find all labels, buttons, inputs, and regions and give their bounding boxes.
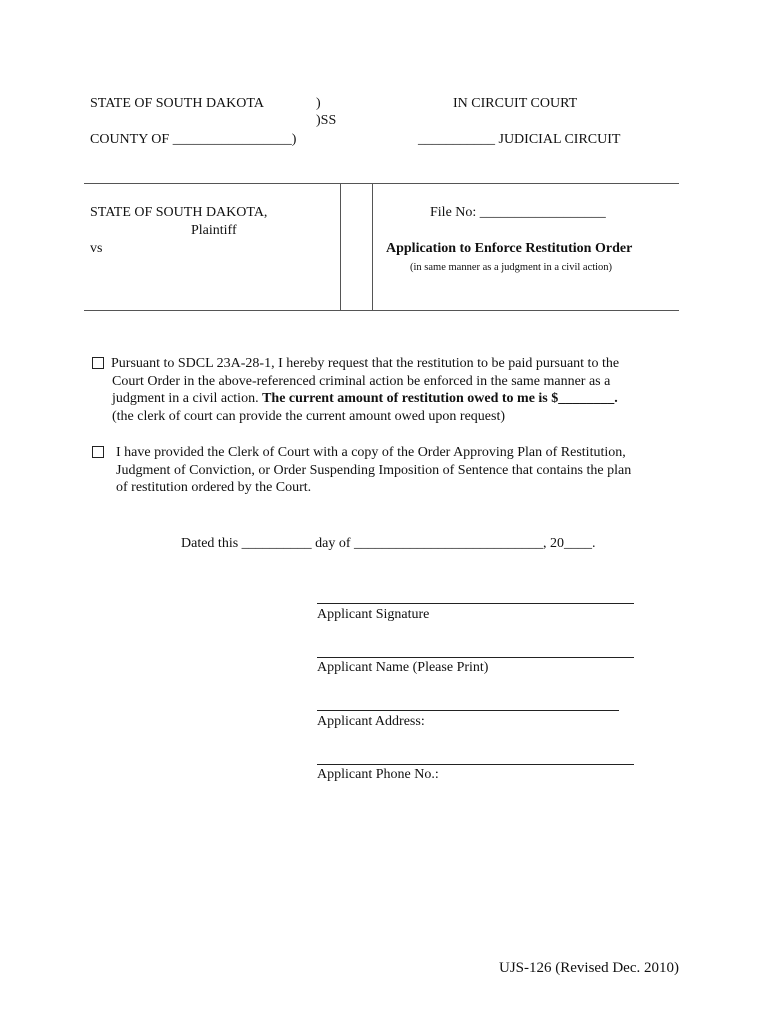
parties-top-rule xyxy=(84,183,679,184)
dated-line[interactable]: Dated this __________ day of ___________________________, 20____. xyxy=(181,536,596,551)
item2-line3: of restitution ordered by the Court. xyxy=(116,480,312,495)
parties-bottom-rule xyxy=(84,310,679,311)
phone-line[interactable] xyxy=(317,764,634,765)
plaintiff-name: STATE OF SOUTH DAKOTA, xyxy=(90,205,268,220)
item1-line2: Court Order in the above-referenced criminal action be enforced in the same manner as a xyxy=(112,373,611,389)
parties-divider-left xyxy=(340,184,341,310)
item1-line1: Pursuant to SDCL 23A-28-1, I hereby request that the restitution to be paid pursuant to the xyxy=(111,356,620,371)
parties-divider-right xyxy=(372,184,373,310)
phone-label: Applicant Phone No.: xyxy=(317,767,439,782)
restitution-request-checkbox[interactable] xyxy=(92,357,104,369)
address-label: Applicant Address: xyxy=(317,714,425,729)
item1-line4: (the clerk of court can provide the current amount owed upon request) xyxy=(112,408,506,424)
caption-court: IN CIRCUIT COURT xyxy=(453,96,578,111)
file-number: File No: __________________ xyxy=(430,205,606,220)
caption-county: COUNTY OF _________________) xyxy=(90,132,297,147)
restitution-amount-owed: The current amount of restitution owed to me is $________. xyxy=(262,391,618,406)
item2-line1: I have provided the Clerk of Court with a copy of the Order Approving Plan of Restitution, xyxy=(116,445,626,460)
caption-paren: ) xyxy=(316,96,321,111)
versus-label: vs xyxy=(90,241,103,256)
caption-judicial-circuit: ___________ JUDICIAL CIRCUIT xyxy=(418,132,621,147)
clerk-copy-checkbox[interactable] xyxy=(92,446,104,458)
form-number-footer: UJS-126 (Revised Dec. 2010) xyxy=(499,960,679,976)
address-line[interactable] xyxy=(317,710,619,711)
caption-state: STATE OF SOUTH DAKOTA xyxy=(90,96,264,111)
clerk-copy-text xyxy=(116,444,631,497)
form-subtitle: (in same manner as a judgment in a civil action) xyxy=(410,262,613,273)
restitution-request-text xyxy=(111,355,619,425)
item1-line3: judgment in a civil action. xyxy=(112,391,263,406)
signature-line[interactable] xyxy=(317,603,634,604)
form-title: Application to Enforce Restitution Order xyxy=(386,241,633,256)
caption-ss: )SS xyxy=(316,113,337,128)
name-label: Applicant Name (Please Print) xyxy=(317,660,489,675)
name-line[interactable] xyxy=(317,657,634,658)
item2-line2: Judgment of Conviction, or Order Suspending Imposition of Sentence that contains the plan xyxy=(116,462,632,478)
signature-label: Applicant Signature xyxy=(317,607,430,622)
plaintiff-role: Plaintiff xyxy=(191,223,237,238)
